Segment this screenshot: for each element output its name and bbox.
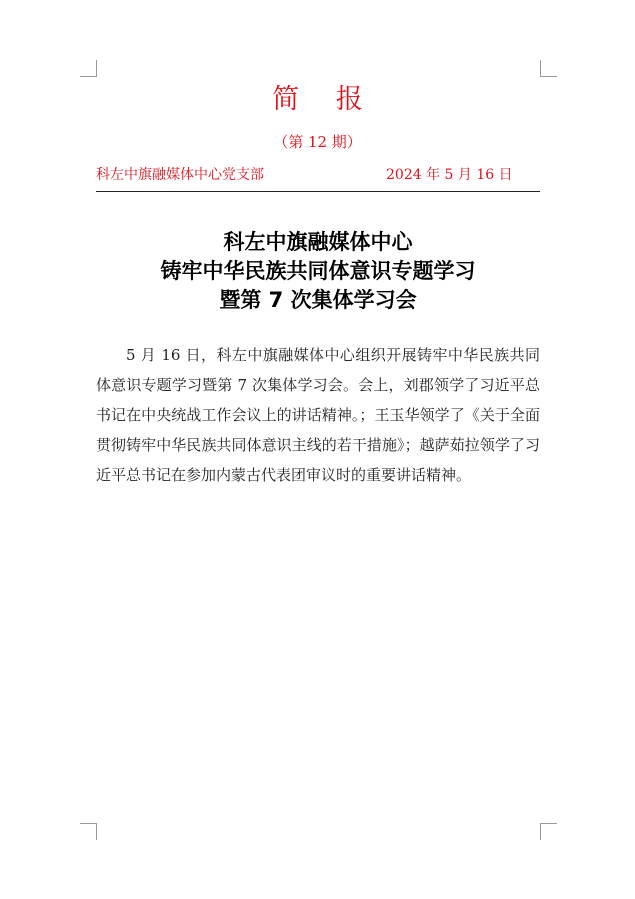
issue-number: （第 12 期）: [273, 133, 362, 151]
headline-line-3: 暨第 7 次集体学习会: [219, 288, 417, 312]
crop-mark-bottom-right: [540, 823, 557, 840]
crop-mark-bottom-left: [80, 823, 97, 840]
issuing-organization: 科左中旗融媒体中心党支部: [96, 167, 264, 183]
header-divider: [96, 191, 540, 192]
crop-mark-top-left: [80, 60, 97, 77]
headline-line-2: 铸牢中华民族共同体意识专题学习: [160, 259, 476, 283]
issue-date: 2024 年 5 月 16 日: [386, 167, 513, 183]
crop-mark-top-right: [540, 60, 557, 77]
masthead-title: 简 报: [272, 84, 377, 115]
headline-line-1: 科左中旗融媒体中心: [223, 230, 413, 254]
article-body: 5 月 16 日，科左中旗融媒体中心组织开展铸牢中华民族共同体意识专题学习暨第 7 次集体学习会。会上，刘郡领学了习近平总书记在中央统战工作会议上的讲话精神。；王玉华领学了《关于全面贯彻铸牢中华民族共同体意识主线的若干措施》；越萨茹拉领学了习近平总书记在参加内蒙古代表团审议时的重要讲话精神。: [96, 346, 540, 484]
